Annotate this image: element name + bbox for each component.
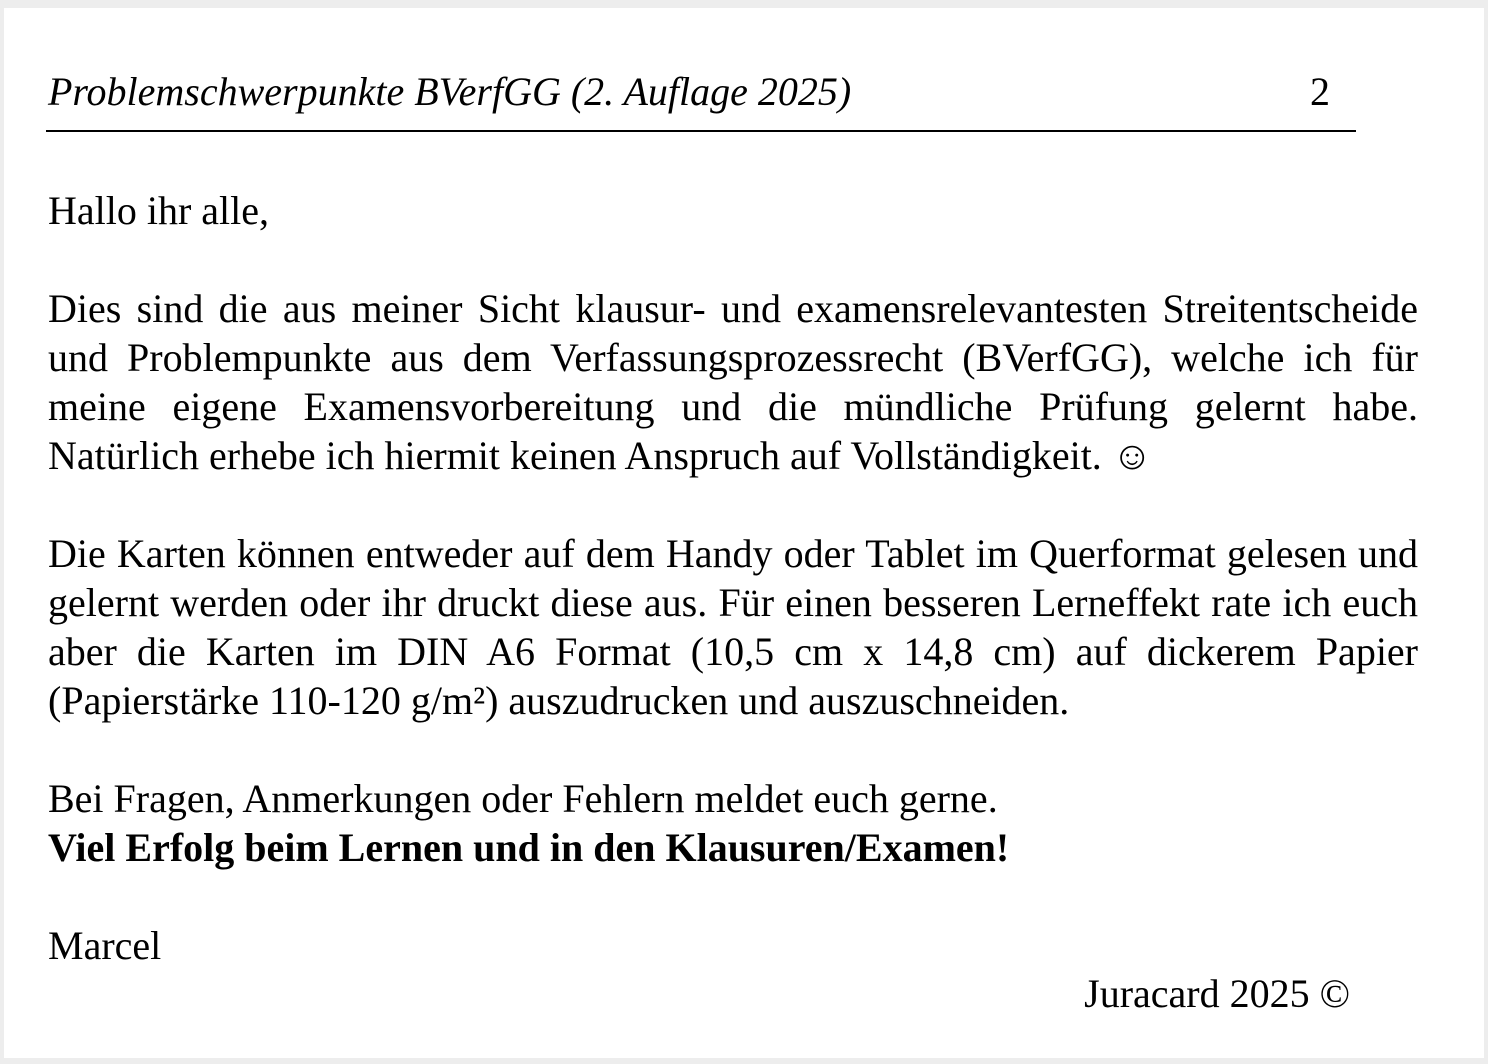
page-header xyxy=(46,66,1356,132)
closing-wish: Viel Erfolg beim Lernen und in den Klausuren/Examen! xyxy=(48,825,1010,870)
paragraph-cards: Die Karten können entweder auf dem Handy oder Tablet im Querformat gelesen und gelernt werden oder ihr druckt diese aus. Für einen besseren Lerneffekt rate ich euch aber die Karten im DIN A6 Format (10,5 cm x 14,8 cm) auf dickerem Papier (Papierstärke 110-120 g/m²) auszudrucken und auszuschneiden. xyxy=(48,531,1418,723)
paragraph-intro: Dies sind die aus meiner Sicht klausur- und examensrelevantesten Streitentscheide und Problempunkte aus dem Verfassungsprozessrecht (BVerfGG), welche ich für meine eigene Examensvorbereitung und die mündliche Prüfung gelernt habe. Natürlich erhebe ich hiermit keinen Anspruch auf Vollständigkeit. ☺ xyxy=(48,286,1418,478)
page-number: 2 xyxy=(1310,69,1330,114)
document-page xyxy=(4,8,1484,1058)
signature: Marcel xyxy=(48,923,162,968)
header-title: Problemschwerpunkte BVerfGG (2. Auflage 2025) xyxy=(48,69,852,114)
letter-body xyxy=(48,186,1418,970)
copyright-footer: Juracard 2025 © xyxy=(1084,971,1350,1016)
greeting: Hallo ihr alle, xyxy=(48,188,270,233)
closing-line: Bei Fragen, Anmerkungen oder Fehlern meldet euch gerne. xyxy=(48,776,998,821)
